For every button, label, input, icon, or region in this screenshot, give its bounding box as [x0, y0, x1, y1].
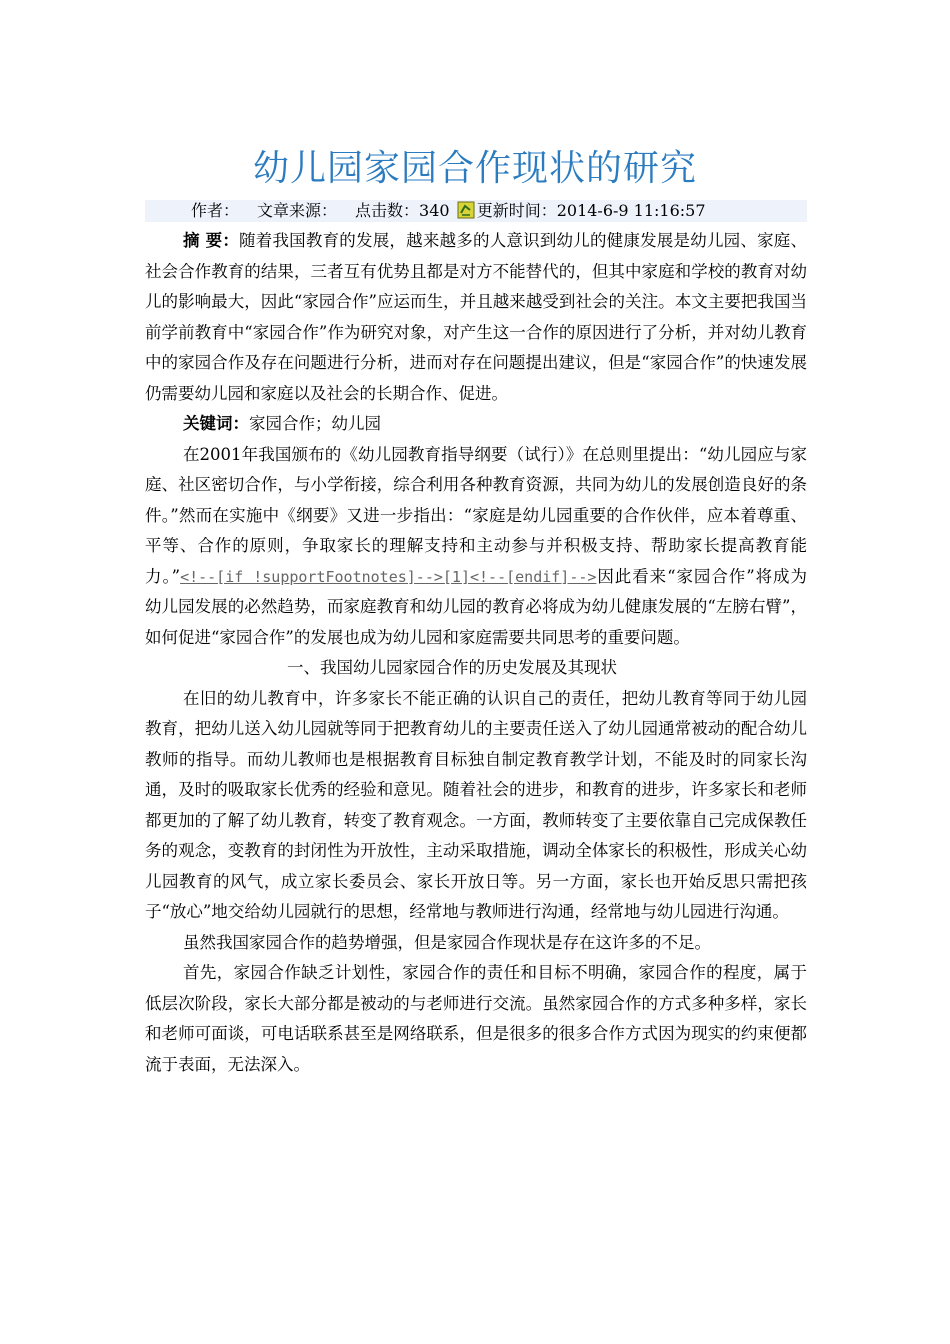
article-body — [145, 226, 807, 1080]
abstract-text: 随着我国教育的发展，越来越多的人意识到幼儿的健康发展是幼儿园、家庭、社会合作教育的结果，三者互有优势且都是对方不能替代的，但其中家庭和学校的教育对幼儿的影响最大，因此“家园合作”应运而生，并且越来越受到社会的关注。本文主要把我国当前学前教育中“家园合作”作为研究对象，对产生这一合作的原因进行了分析，并对幼儿教育中的家园合作及存在问题进行分析，进而对存在问题提出建议，但是“家园合作”的快速发展仍需要幼儿园和家庭以及社会的长期合作、促进。 — [145, 231, 807, 403]
keywords-label: 关键词： — [182, 414, 249, 433]
updated-label: 更新时间： — [476, 201, 557, 220]
clicks-label: 点击数： — [355, 201, 420, 220]
section-heading: 一、我国幼儿园家园合作的历史发展及其现状 — [287, 658, 617, 677]
clicks-value: 340 — [419, 201, 450, 220]
problem-paragraph: 首先，家园合作缺乏计划性，家园合作的责任和目标不明确，家园合作的程度，属于低层次阶段，家长大部分都是被动的与老师进行交流。虽然家园合作的方式多种多样，家长和老师可面谈，可电话联系甚至是网络联系，但是很多的很多合作方式因为现实的约束便都流于表面，无法深入。 — [145, 963, 807, 1074]
author-label: 作者： — [191, 201, 240, 220]
keywords-text: 家园合作；幼儿园 — [248, 414, 381, 433]
article-meta-inner — [191, 200, 706, 222]
updated-value: 2014-6-9 11:16:57 — [556, 201, 706, 220]
article-meta-bar — [145, 200, 807, 222]
abstract-paragraph — [145, 226, 807, 409]
status-paragraph: 虽然我国家园合作的趋势增强，但是家园合作现状是存在这许多的不足。 — [182, 932, 711, 952]
source-label: 文章来源： — [257, 201, 338, 220]
document-icon — [457, 201, 475, 219]
footnote-link[interactable]: <!--[if !supportFootnotes]-->[1]<!--[endif]--> — [180, 567, 597, 586]
keywords-paragraph — [145, 409, 807, 440]
intro-text-continued: 因此看来“家园合作”将成为幼儿园发展的必然趋势，而家庭教育和幼儿园的教育必将成为幼儿健康发展的“左膀右臂”，如何促进“家园合作”的发展也成为幼儿园和家庭需要共同思考的重要问题。 — [145, 566, 807, 647]
intro-text: 在2001年我国颁布的《幼儿园教育指导纲要（试行）》在总则里提出：“幼儿园应与家庭、社区密切合作，与小学衔接，综合利用各种教育资源，共同为幼儿的发展创造良好的条件。”然而在实施中《纲要》又进一步指出：“家庭是幼儿园重要的合作伙伴，应本着尊重、平等、合作的原则，争取家长的理解支持和主动参与并积极支持、帮助家长提高教育能力。” — [145, 444, 807, 586]
page-title: 幼儿园家园合作现状的研究 — [252, 148, 697, 189]
history-paragraph: 在旧的幼儿教育中，许多家长不能正确的认识自己的责任，把幼儿教育等同于幼儿园教育，把幼儿送入幼儿园就等同于把教育幼儿的主要责任送入了幼儿园通常被动的配合幼儿教师的指导。而幼儿教师也是根据教育目标独自制定教育教学计划，不能及时的同家长沟通，及时的吸取家长优秀的经验和意见。随着社会的进步，和教育的进步，许多家长和老师都更加的了解了幼儿教育，转变了教育观念。一方面，教师转变了主要依靠自己完成保教任务的观念，变教育的封闭性为开放性，主动采取措施，调动全体家长的积极性，形成关心幼儿园教育的风气，成立家长委员会、家长开放日等。另一方面，家长也开始反思只需把孩子“放心”地交给幼儿园就行的思想，经常地与教师进行沟通，经常地与幼儿园进行沟通。 — [145, 688, 807, 921]
intro-paragraph — [145, 440, 807, 654]
abstract-label: 摘 要： — [182, 231, 240, 250]
